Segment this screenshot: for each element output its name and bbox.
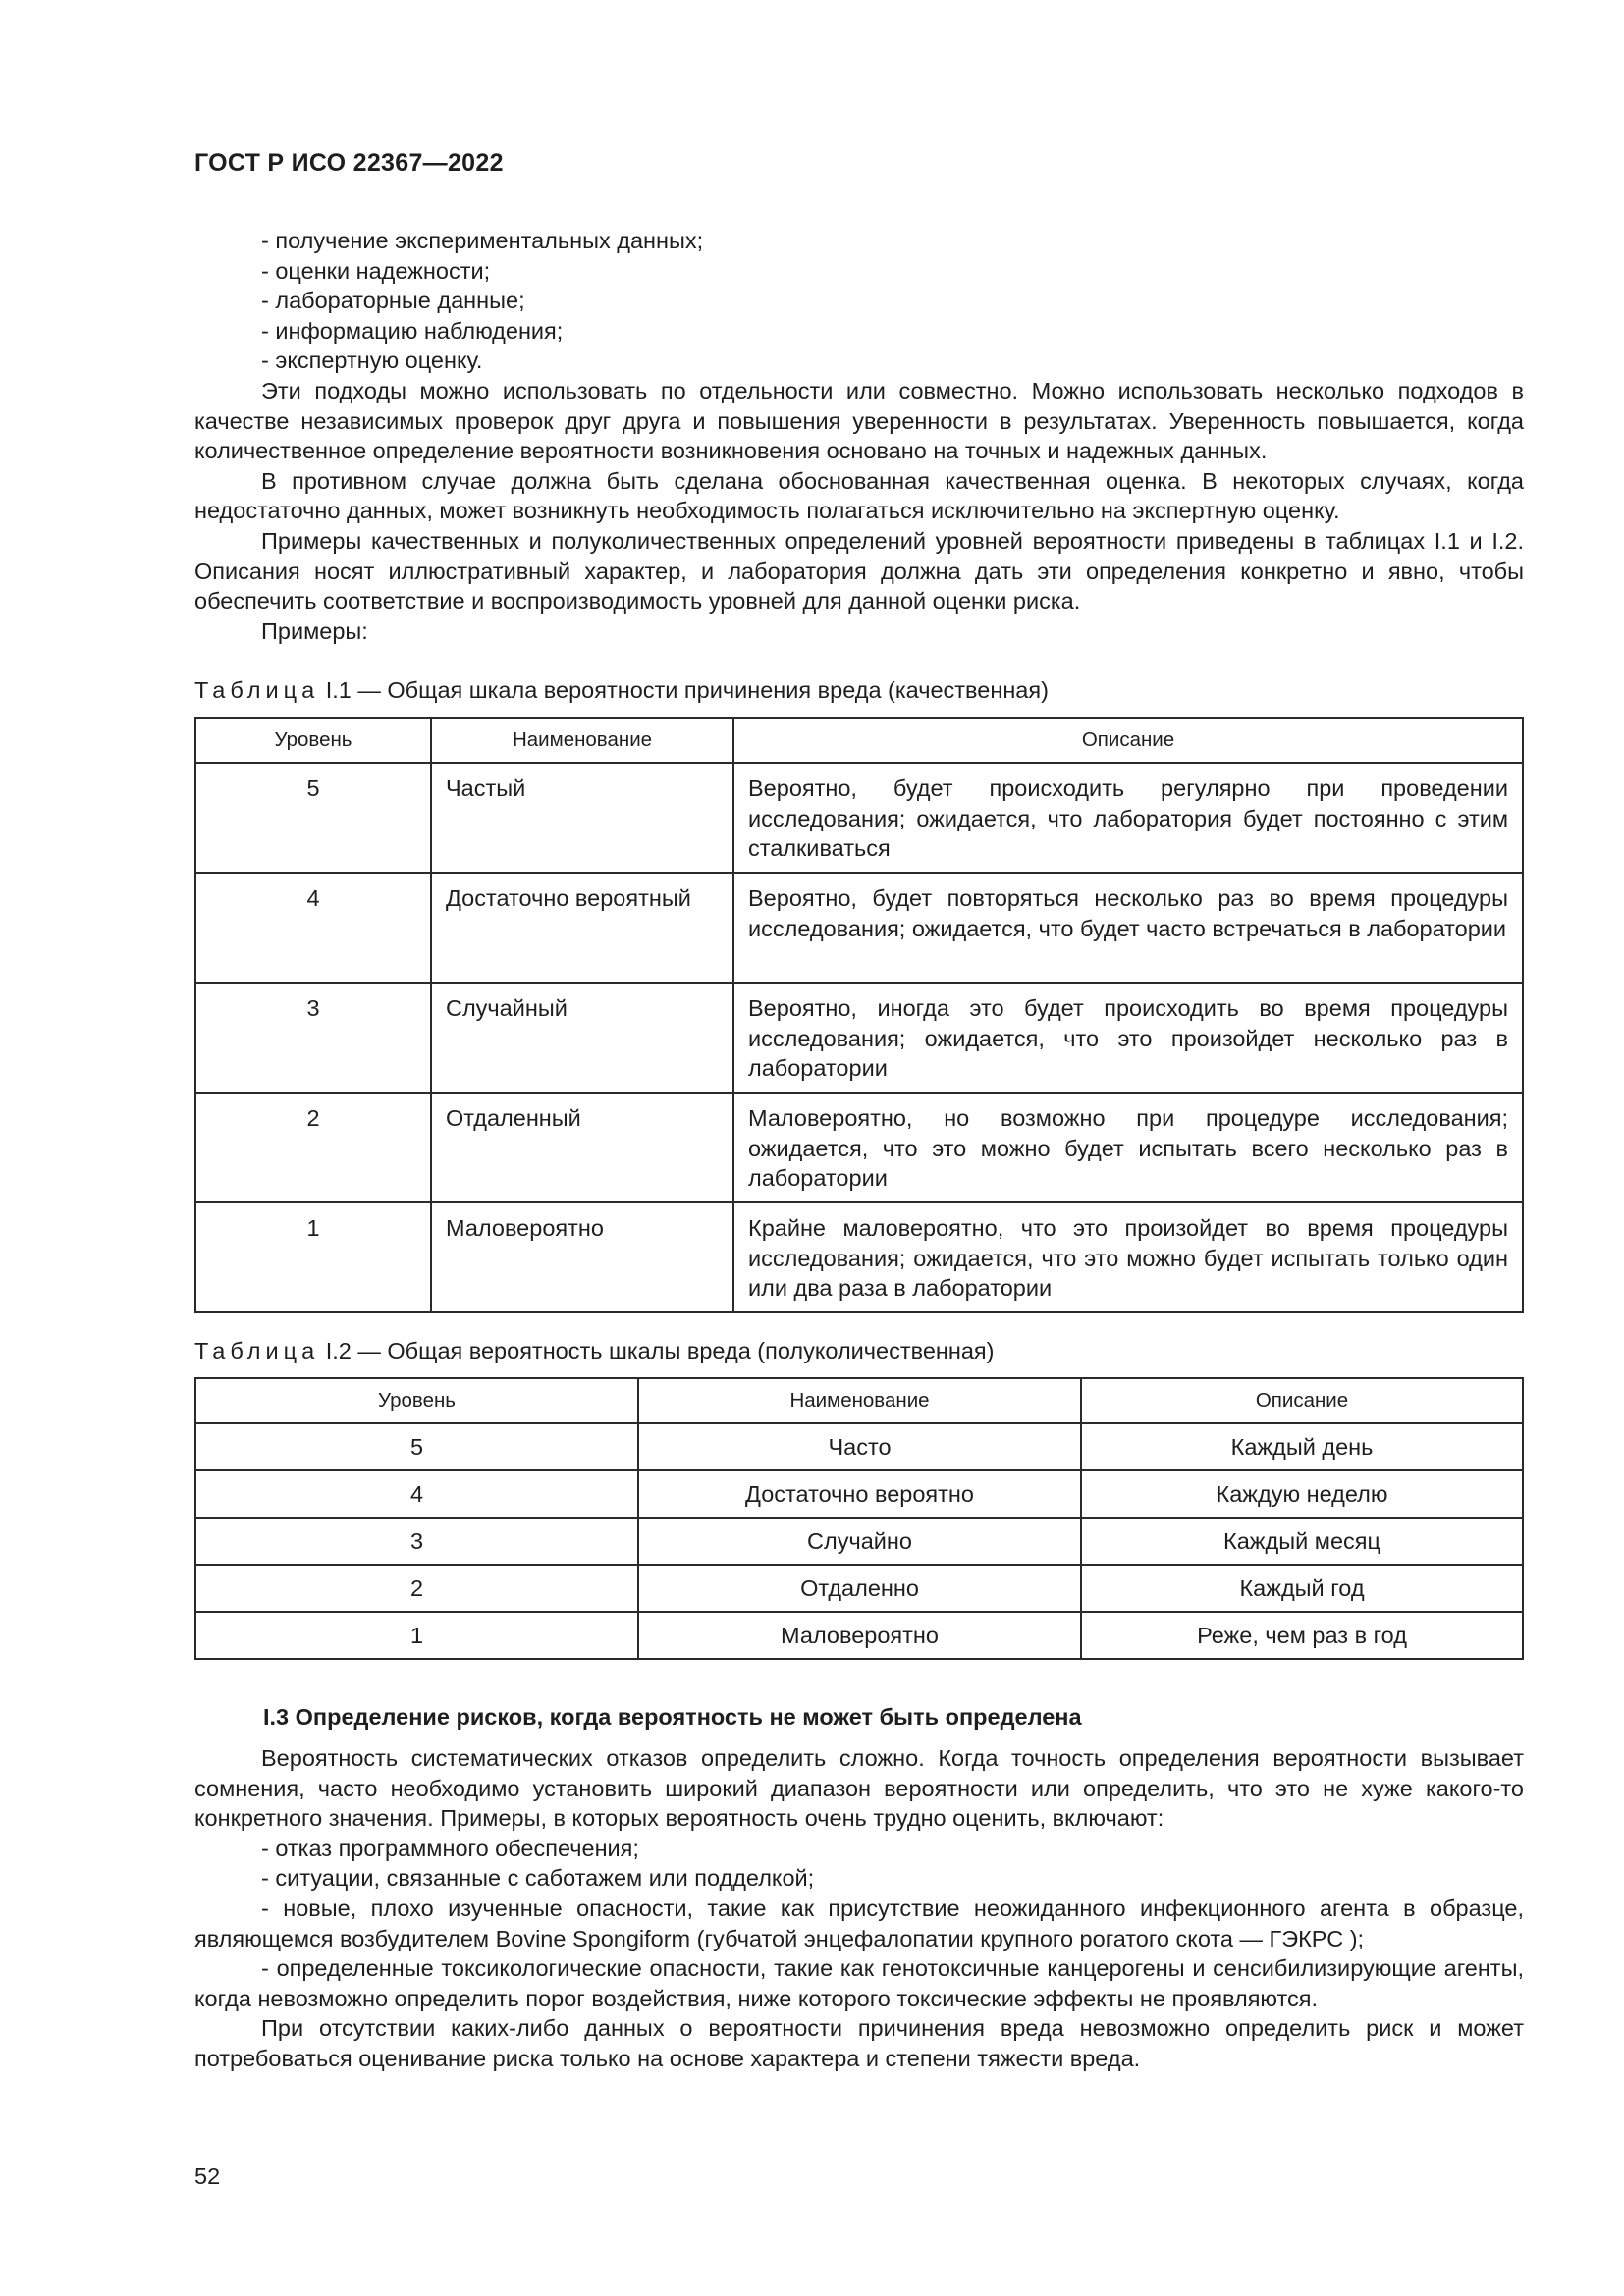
cell-level: 5 — [195, 1423, 638, 1470]
page-number: 52 — [194, 2163, 221, 2189]
table2-caption-text: I.2 — Общая вероятность шкалы вреда (полуколичественная) — [325, 1338, 995, 1363]
cell-level: 2 — [195, 1093, 431, 1202]
document-title: ГОСТ Р ИСО 22367—2022 — [194, 149, 504, 177]
col-header-level: Уровень — [195, 1378, 638, 1423]
list-item: - лабораторные данные; — [261, 288, 525, 314]
cell-level: 1 — [195, 1612, 638, 1659]
list-item: - получение экспериментальных данных; — [261, 228, 704, 253]
cell-description: Каждый день — [1081, 1423, 1523, 1470]
col-header-level: Уровень — [195, 718, 431, 763]
table-header-row — [195, 718, 1523, 763]
col-header-description: Описание — [733, 718, 1523, 763]
list-item: - отказ программного обеспечения; — [261, 1835, 639, 1861]
cell-level: 4 — [195, 1470, 638, 1518]
cell-level: 1 — [195, 1202, 431, 1312]
table-row — [195, 1470, 1523, 1518]
table-row — [195, 1518, 1523, 1565]
table-row — [195, 1612, 1523, 1659]
cell-level: 3 — [195, 1518, 638, 1565]
cell-description: Каждый год — [1081, 1565, 1523, 1612]
cell-description: Вероятно, будет повторяться несколько раз во время процедуры исследования; ожидается, что будет часто встречаться в лаборатории — [733, 873, 1523, 983]
table2-caption-label: Таблица — [194, 1338, 320, 1363]
paragraph: Примеры: — [261, 617, 368, 644]
cell-name: Отдаленно — [638, 1565, 1081, 1612]
table-row — [195, 873, 1523, 983]
cell-level: 5 — [195, 763, 431, 873]
table-row — [195, 1202, 1523, 1312]
cell-name: Часто — [638, 1423, 1081, 1470]
list-item: - информацию наблюдения; — [261, 317, 564, 344]
list-item: - определенные токсикологические опасности, такие как генотоксичные канцерогены и сенсибилизирующие агенты, когда невозможно определить порог воздействия, ниже которого токсические эффекты не проявляются. — [194, 1955, 1524, 2011]
paragraph: Эти подходы можно использовать по отдельности или совместно. Можно использовать несколько подходов в качестве независимых проверок друг друга и повышения уверенности в результатах. Уверенность повышается, когда количественное определение вероятности возникновения основано на точных и надежных данных. — [194, 377, 1524, 464]
cell-name: Достаточно вероятно — [638, 1470, 1081, 1518]
cell-description: Маловероятно, но возможно при процедуре исследования; ожидается, что это можно будет испытать всего несколько раз в лаборатории — [733, 1093, 1523, 1202]
cell-name: Случайный — [431, 983, 733, 1093]
paragraph: Вероятность систематических отказов определить сложно. Когда точность определения вероятности вызывает сомнения, часто необходимо установить широкий диапазон вероятности или определить, что это не хуже какого-то конкретного значения. Примеры, в которых вероятность очень трудно оценить, включают: — [194, 1745, 1524, 1832]
table-row — [195, 763, 1523, 873]
cell-description: Крайне маловероятно, что это произойдет во время процедуры исследования; ожидается, что это можно будет испытать только один или два раза в лаборатории — [733, 1202, 1523, 1312]
intro-text — [194, 226, 1524, 646]
table-row — [195, 1565, 1523, 1612]
table1-caption-text: I.1 — Общая шкала вероятности причинения вреда (качественная) — [325, 677, 1049, 703]
cell-name: Маловероятно — [431, 1202, 733, 1312]
list-item: - ситуации, связанные с саботажем или подделкой; — [261, 1865, 815, 1892]
col-header-name: Наименование — [638, 1378, 1081, 1423]
table-row — [195, 1093, 1523, 1202]
cell-name: Маловероятно — [638, 1612, 1081, 1659]
table1-caption-label: Таблица — [194, 677, 320, 703]
list-item: - экспертную оценку. — [261, 347, 483, 374]
table2-caption — [194, 1338, 995, 1364]
cell-description: Вероятно, иногда это будет происходить во время процедуры исследования; ожидается, что это произойдет несколько раз в лаборатории — [733, 983, 1523, 1093]
table1-caption — [194, 677, 1049, 704]
paragraph: При отсутствии каких-либо данных о вероятности причинения вреда невозможно определить риск и может потребоваться оценивание риска только на основе характера и степени тяжести вреда. — [194, 2015, 1524, 2071]
col-header-name: Наименование — [431, 718, 733, 763]
cell-description: Каждую неделю — [1081, 1470, 1523, 1518]
cell-name: Достаточно вероятный — [431, 873, 733, 983]
cell-level: 3 — [195, 983, 431, 1093]
cell-description: Каждый месяц — [1081, 1518, 1523, 1565]
cell-level: 4 — [195, 873, 431, 983]
probability-table-qualitative — [194, 717, 1524, 1313]
table-row — [195, 1423, 1523, 1470]
section-text — [194, 1743, 1524, 2074]
probability-table-semiquantitative — [194, 1377, 1524, 1660]
table-row — [195, 983, 1523, 1093]
cell-level: 2 — [195, 1565, 638, 1612]
cell-name: Отдаленный — [431, 1093, 733, 1202]
col-header-description: Описание — [1081, 1378, 1523, 1423]
table-header-row — [195, 1378, 1523, 1423]
paragraph: В противном случае должна быть сделана обоснованная качественная оценка. В некоторых случаях, когда недостаточно данных, может возникнуть необходимость полагаться исключительно на экспертную оценку. — [194, 467, 1524, 524]
cell-description: Вероятно, будет происходить регулярно при проведении исследования; ожидается, что лаборатория будет постоянно с этим сталкиваться — [733, 763, 1523, 873]
cell-name: Случайно — [638, 1518, 1081, 1565]
list-item: - оценки надежности; — [261, 257, 491, 284]
cell-name: Частый — [431, 763, 733, 873]
section-heading: I.3 Определение рисков, когда вероятность не может быть определена — [263, 1704, 1082, 1730]
cell-description: Реже, чем раз в год — [1081, 1612, 1523, 1659]
paragraph: Примеры качественных и полуколичественных определений уровней вероятности приведены в таблицах I.1 и I.2. Описания носят иллюстративный характер, и лаборатория должна дать эти определения конкретно и явно, чтобы обеспечить соответствие и воспроизводимость уровней для данной оценки риска. — [194, 527, 1524, 614]
list-item: - новые, плохо изученные опасности, такие как присутствие неожиданного инфекционного агента в образце, являющемся возбудителем Bovine Spongiform (губчатой энцефалопатии крупного рогатого скота — ГЭКРС ); — [194, 1895, 1524, 1951]
